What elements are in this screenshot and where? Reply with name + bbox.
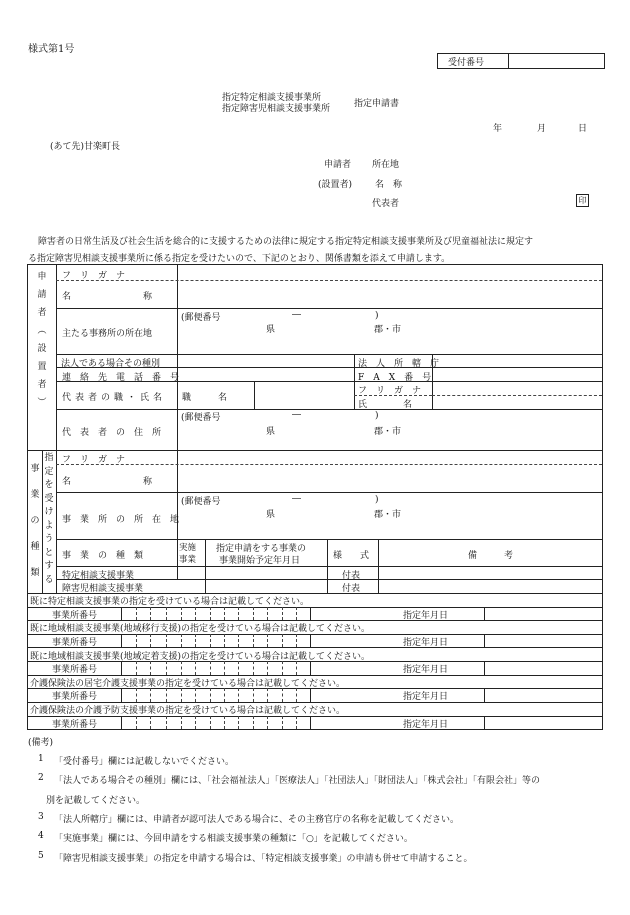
- corp-office-field[interactable]: [436, 356, 598, 366]
- corp-type-field[interactable]: [182, 356, 350, 366]
- intro-line2: る指定障害児相談支援事業所に係る指定を受けたいので、下記のとおり、関係書類を添えて申請します。: [28, 254, 451, 264]
- rep-address-label: 代 表 者 の 住 所: [62, 428, 162, 438]
- applicant-label: 申請者: [324, 160, 352, 170]
- office-postal-dash: ―: [292, 494, 301, 504]
- seal-mark: 印: [576, 194, 589, 207]
- date-month: 月: [537, 124, 547, 134]
- date-year: 年: [493, 124, 503, 134]
- business-type-side-label: 事 業 の 種 類: [30, 464, 40, 578]
- rep-prefecture-label: 県: [266, 427, 276, 437]
- implemented-checkbox-row2[interactable]: [180, 580, 203, 591]
- office-prefecture-label: 県: [266, 510, 276, 520]
- remarks-field-row2[interactable]: [381, 580, 597, 591]
- applicant-name-label: 名 称: [375, 180, 403, 190]
- corp-office-label: 法 人 所 轄 庁: [358, 359, 440, 369]
- office-number-label: 事業所番号: [52, 637, 98, 648]
- note-number: 5: [38, 851, 44, 861]
- rep-furigana-label: フ リ ガ ナ: [358, 386, 422, 396]
- office-address-field[interactable]: [182, 518, 598, 537]
- postal-paren: ): [375, 311, 379, 321]
- form-row2: 付表: [342, 584, 361, 594]
- business-kind-row2: 障害児相談支援事業: [62, 584, 144, 594]
- applicant-rep-label: 代表者: [372, 199, 400, 209]
- form-number: 様式第1号: [28, 44, 75, 55]
- postal-code-label: (郵便番号: [181, 313, 221, 323]
- rep-position-field[interactable]: [258, 384, 350, 406]
- remarks-header: 備 考: [468, 551, 514, 561]
- designation-date-label: 指定年月日: [403, 637, 449, 648]
- office-address-label: 事 業 所 の 所 在 地: [62, 515, 180, 525]
- start-date-header-1: 指定申請をする事業の: [216, 544, 307, 554]
- prior-designation-caption: 既に地域相談支援事業(地域定着支援)の指定を受けている場合は記載してください。: [30, 651, 371, 662]
- notes-heading: (備考): [28, 738, 54, 748]
- corp-type-label: 法人である場合その種別: [61, 359, 161, 369]
- rep-city-label: 郡・市: [374, 427, 402, 437]
- main-office-address-field[interactable]: [182, 334, 598, 352]
- fax-label: F A X 番 号: [358, 373, 432, 383]
- office-postal-paren: ): [375, 495, 379, 505]
- form-header: 様 式: [333, 551, 370, 561]
- designation-date-field[interactable]: [487, 608, 597, 619]
- office-number-label: 事業所番号: [52, 719, 98, 730]
- business-kind-header: 事 業 の 種 類: [62, 551, 144, 561]
- implemented-header-2: 事業: [179, 555, 197, 565]
- office-city-label: 郡・市: [374, 510, 402, 520]
- receipt-number-label: 受付番号: [448, 58, 485, 68]
- designation-date-label: 指定年月日: [403, 719, 449, 730]
- date-day: 日: [578, 124, 588, 134]
- rep-postal-dash: ―: [292, 410, 301, 420]
- note-text: 「障害児相談支援事業」の指定を申請する場合は、「特定相談支援事業」の申請も併せて申請すること。: [54, 854, 473, 864]
- note-text: 「実施事業」欄には、今回申請をする相談支援事業の種類に「○」を記載してください。: [54, 834, 413, 844]
- contact-phone-label: 連 絡 先 電 話 番 号: [62, 373, 180, 383]
- office-name-label: 名 称: [62, 477, 153, 487]
- note-text: 「法人である場合その種別」欄には、「社会福祉法人」「医療法人」「社団法人」「財団法人」「株式会社」「有限会社」等の: [54, 776, 541, 786]
- note-text: 別を記載してください。: [46, 796, 146, 806]
- main-office-address-label: 主たる事務所の所在地: [62, 329, 153, 339]
- fax-field[interactable]: [436, 370, 598, 380]
- note-text: 「法人所轄庁」欄には、申請者が認可法人である場合に、その主務官庁の名称を記載してください。: [54, 815, 460, 825]
- office-number-field[interactable]: [123, 635, 308, 646]
- designation-date-label: 指定年月日: [403, 610, 449, 621]
- office-number-label: 事業所番号: [52, 610, 98, 621]
- prior-designation-caption: 介護保険法の介護予防支援事業の指定を受けている場合は記載してください。: [30, 706, 346, 717]
- office-number-label: 事業所番号: [52, 692, 98, 703]
- office-number-field[interactable]: [123, 608, 308, 619]
- title-suffix: 指定申請書: [354, 99, 400, 109]
- receipt-number-field[interactable]: [512, 55, 600, 67]
- prior-designation-caption: 既に特定相談支援事業の指定を受けている場合は記載してください。: [30, 597, 310, 607]
- applicant-furigana-label: フ リ ガ ナ: [62, 271, 126, 281]
- note-number: 2: [38, 773, 44, 783]
- form-row1: 付表: [342, 571, 361, 581]
- applicant-name-field[interactable]: [182, 284, 598, 306]
- applicant-name-label: 名 称: [62, 292, 153, 302]
- designation-date-field[interactable]: [487, 689, 597, 700]
- applicant-side-label: 申 請 者 ︵ 設 置 者 ︶: [37, 272, 47, 408]
- office-postal-label: (郵便番号: [181, 497, 221, 507]
- designation-date-field[interactable]: [487, 662, 597, 673]
- office-number-label: 事業所番号: [52, 665, 98, 676]
- implemented-checkbox-row1[interactable]: [180, 567, 203, 578]
- office-number-field[interactable]: [123, 717, 308, 728]
- applicant-address-label: 所在地: [372, 160, 400, 170]
- business-kind-row1: 特定相談支援事業: [62, 571, 135, 581]
- rep-postal-label: (郵便番号: [181, 413, 221, 423]
- office-name-field[interactable]: [182, 467, 598, 490]
- office-furigana-label: フ リ ガ ナ: [62, 455, 126, 465]
- rep-position-label: 職 名: [182, 393, 228, 403]
- office-number-field[interactable]: [123, 662, 308, 673]
- addressee: (あて先)甘楽町長: [50, 142, 121, 152]
- start-date-field-row2[interactable]: [208, 580, 324, 591]
- note-number: 4: [38, 831, 44, 841]
- designation-date-label: 指定年月日: [403, 665, 449, 676]
- applicant-furigana-field[interactable]: [182, 267, 598, 279]
- remarks-field-row1[interactable]: [381, 567, 597, 578]
- designation-date-label: 指定年月日: [403, 692, 449, 703]
- applicant-founder-label: (設置者): [318, 180, 353, 190]
- prior-designation-caption: 既に地域相談支援事業(地域移行支援)の指定を受けている場合は記載してください。: [30, 624, 371, 635]
- note-text: 「受付番号」欄には記載しないでください。: [54, 757, 235, 767]
- rep-name-field[interactable]: [436, 397, 598, 407]
- note-number: 3: [38, 812, 44, 822]
- office-number-field[interactable]: [123, 689, 308, 700]
- rep-address-field[interactable]: [182, 434, 598, 448]
- designation-date-field[interactable]: [487, 717, 597, 728]
- start-date-field-row1[interactable]: [208, 567, 324, 578]
- prior-designation-caption: 介護保険法の居宅介護支援事業の指定を受けている場合は記載してください。: [30, 678, 346, 689]
- prefecture-label: 県: [266, 325, 276, 335]
- note-number: 1: [38, 754, 44, 764]
- city-label: 郡・市: [374, 325, 402, 335]
- designation-date-field[interactable]: [487, 635, 597, 646]
- title-line2: 指定障害児相談支援事業所: [222, 104, 331, 114]
- title-line1: 指定特定相談支援事業所: [222, 93, 322, 103]
- rep-name-label: 氏 名: [358, 400, 413, 410]
- implemented-header-1: 実施: [179, 543, 197, 553]
- designation-side-label: 指 定 を 受 け よ う と す る: [44, 453, 54, 585]
- contact-phone-field[interactable]: [182, 370, 350, 380]
- intro-line1: 障害者の日常生活及び社会生活を総合的に支援するための法律に規定する指定特定相談支援事業所及び児童福祉法に規定す: [38, 237, 534, 247]
- office-furigana-field[interactable]: [182, 452, 598, 463]
- rep-title-label: 代表者の職・氏名: [62, 393, 167, 403]
- rep-furigana-field[interactable]: [436, 383, 598, 393]
- postal-dash: ―: [292, 310, 301, 320]
- start-date-header-2: 事業開始予定年月日: [219, 556, 301, 566]
- rep-postal-paren: ): [375, 411, 379, 421]
